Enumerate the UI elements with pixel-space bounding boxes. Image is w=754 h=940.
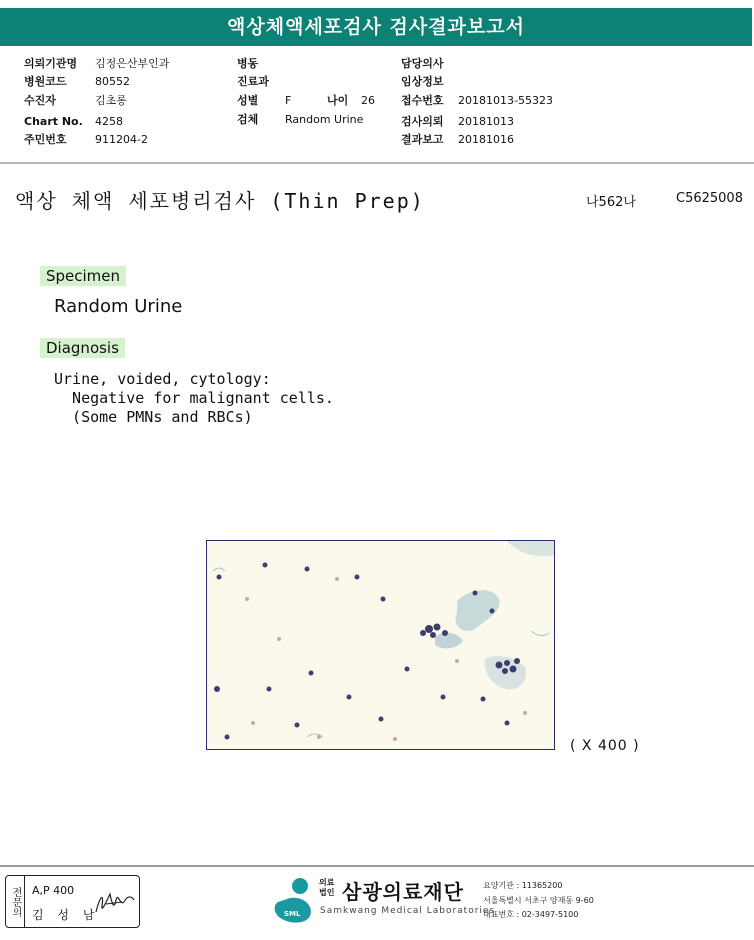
info-value: Random Urine (285, 113, 364, 126)
divider (0, 162, 754, 164)
info-label: 검사의뢰 (401, 115, 444, 128)
org-code: 요양기관 : 11365200 (483, 881, 563, 890)
info-row-specimen (237, 112, 387, 128)
info-value: 20181013 (458, 115, 514, 128)
info-value: 80552 (95, 75, 130, 88)
logo-text: SML (284, 910, 301, 918)
org-phone: 대표번호 : 02-3497-5100 (483, 910, 579, 919)
diagnosis-section-label: Diagnosis (40, 338, 125, 358)
cell-smear-illustration (207, 541, 554, 749)
info-row-receipt-no (401, 93, 581, 109)
report-title-bar (0, 8, 752, 46)
info-row-chart-no (24, 114, 224, 130)
magnification-label: ( X 400 ) (570, 738, 640, 754)
info-label: 검체 (237, 113, 259, 126)
info-value: 4258 (95, 115, 123, 128)
pathologist-name: 김 성 남 (32, 908, 100, 922)
info-label: 병동 (237, 57, 259, 70)
report-title: 액상체액세포검사 검사결과보고서 (227, 16, 525, 38)
info-row-request-date (401, 114, 581, 130)
info-value: 911204-2 (95, 133, 148, 146)
info-label: Chart No. (24, 115, 83, 128)
org-name: 삼광의료재단 (342, 880, 464, 904)
info-value: 김초롱 (95, 94, 127, 107)
info-label: 성별 (237, 94, 259, 107)
info-row-department (237, 74, 387, 90)
org-prefix (319, 878, 334, 898)
info-row-clinical (401, 74, 581, 90)
info-row-institution (24, 56, 224, 72)
org-prefix-line: 의료 (319, 878, 335, 887)
info-label: 나이 (327, 94, 349, 107)
microscopy-image (206, 540, 555, 750)
info-value: F (285, 94, 292, 107)
diagnosis-line: (Some PMNs and RBCs) (54, 408, 253, 426)
specimen-section-label: Specimen (40, 266, 126, 286)
info-row-hospital-code (24, 74, 224, 90)
report-code-2: C5625008 (676, 191, 743, 206)
info-label: 임상정보 (401, 75, 444, 88)
info-row-resident-no (24, 132, 224, 148)
report-heading: 액상 체액 세포병리검사 (Thin Prep) (15, 189, 425, 213)
info-row-age (327, 93, 387, 109)
org-address: 서울특별시 서초구 양재동 9-60 (483, 896, 594, 905)
info-label: 담당의사 (401, 57, 444, 70)
diagnosis-line: Urine, voided, cytology: (54, 370, 271, 388)
info-label: 접수번호 (401, 94, 444, 107)
info-label: 의뢰기관명 (24, 57, 78, 70)
info-row-doctor (401, 56, 581, 72)
specialist-label: 전문의 (6, 876, 25, 927)
sml-logo-icon (270, 876, 318, 926)
info-label: 수진자 (24, 94, 56, 107)
report-code-1: 나562나 (586, 195, 636, 210)
info-value: 20181016 (458, 133, 514, 146)
pathologist-code: A,P 400 (32, 884, 75, 897)
info-label: 진료과 (237, 75, 269, 88)
info-label: 결과보고 (401, 133, 444, 146)
org-prefix-line: 법인 (319, 888, 335, 897)
diagnosis-line: Negative for malignant cells. (54, 389, 334, 407)
footer-divider (0, 865, 754, 867)
pathologist-signature-box (5, 875, 140, 928)
signature-icon (92, 886, 138, 918)
diagnosis-text (54, 370, 334, 427)
info-label: 병원코드 (24, 75, 67, 88)
info-value: 26 (361, 94, 375, 107)
specimen-value: Random Urine (54, 296, 183, 317)
info-value: 20181013-55323 (458, 94, 553, 107)
info-row-ward (237, 56, 387, 72)
info-label: 주민번호 (24, 133, 67, 146)
info-row-patient (24, 93, 224, 109)
info-row-report-date (401, 132, 581, 148)
info-value: 김정은산부인과 (95, 57, 170, 70)
org-name-en: Samkwang Medical Laboratories (320, 906, 496, 916)
